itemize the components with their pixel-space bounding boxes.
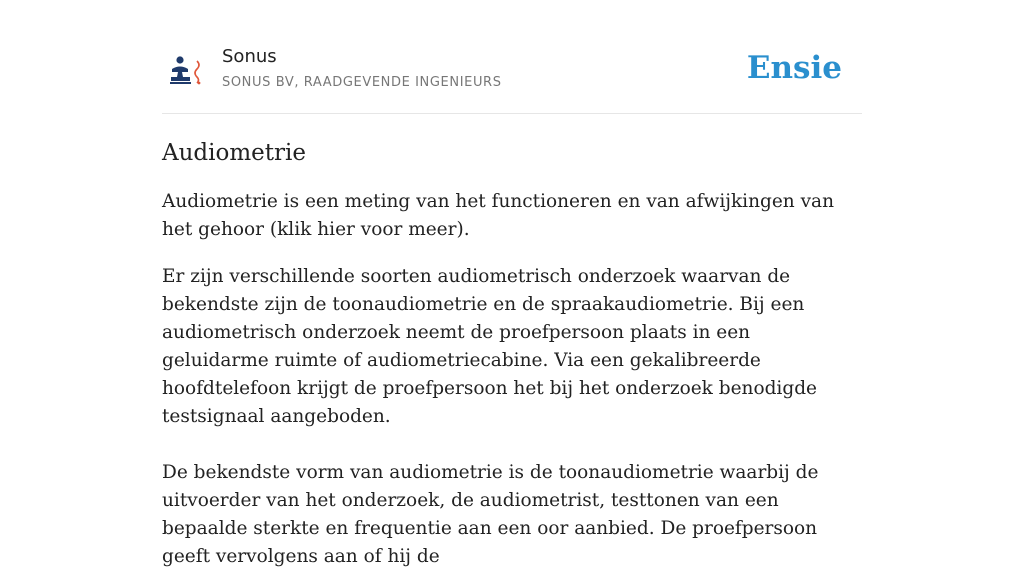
listener-with-sound-wave-icon[interactable] <box>168 55 206 87</box>
article-paragraph: De bekendste vorm van audiometrie is de toonaudiometrie waarbij de uitvoerder van het onderzoek, de audiometrist, testtonen van een bepaalde sterkte en frequentie aan een oor aanbied. De proefpersoon geeft vervolgens aan of hij de <box>162 462 819 567</box>
ensie-brand-link[interactable]: Ensie <box>746 50 842 86</box>
article-paragraph: Er zijn verschillende soorten audiometrisch onderzoek waarvan de bekendste zijn de toonaudiometrie en de spraakaudiometrie. Bij een audiometrisch onderzoek neemt de proefpersoon plaats in een geluidarme ruimte of audiometriecabine. Via een gekalibreerde hoofdtelefoon krijgt de proefpersoon het bij het onderzoek benodigde testsignaal aangeboden. <box>162 266 817 427</box>
organization-subtitle: SONUS BV, RAADGEVENDE INGENIEURS <box>222 75 502 90</box>
article-paragraph: Audiometrie is een meting van het functioneren en van afwijkingen van het gehoor (klik hier voor meer). <box>162 191 834 240</box>
page-header <box>162 0 862 114</box>
organization-name[interactable]: Sonus <box>222 46 277 67</box>
article-body <box>162 188 862 571</box>
content-container <box>162 0 862 571</box>
article-title: Audiometrie <box>162 140 306 166</box>
